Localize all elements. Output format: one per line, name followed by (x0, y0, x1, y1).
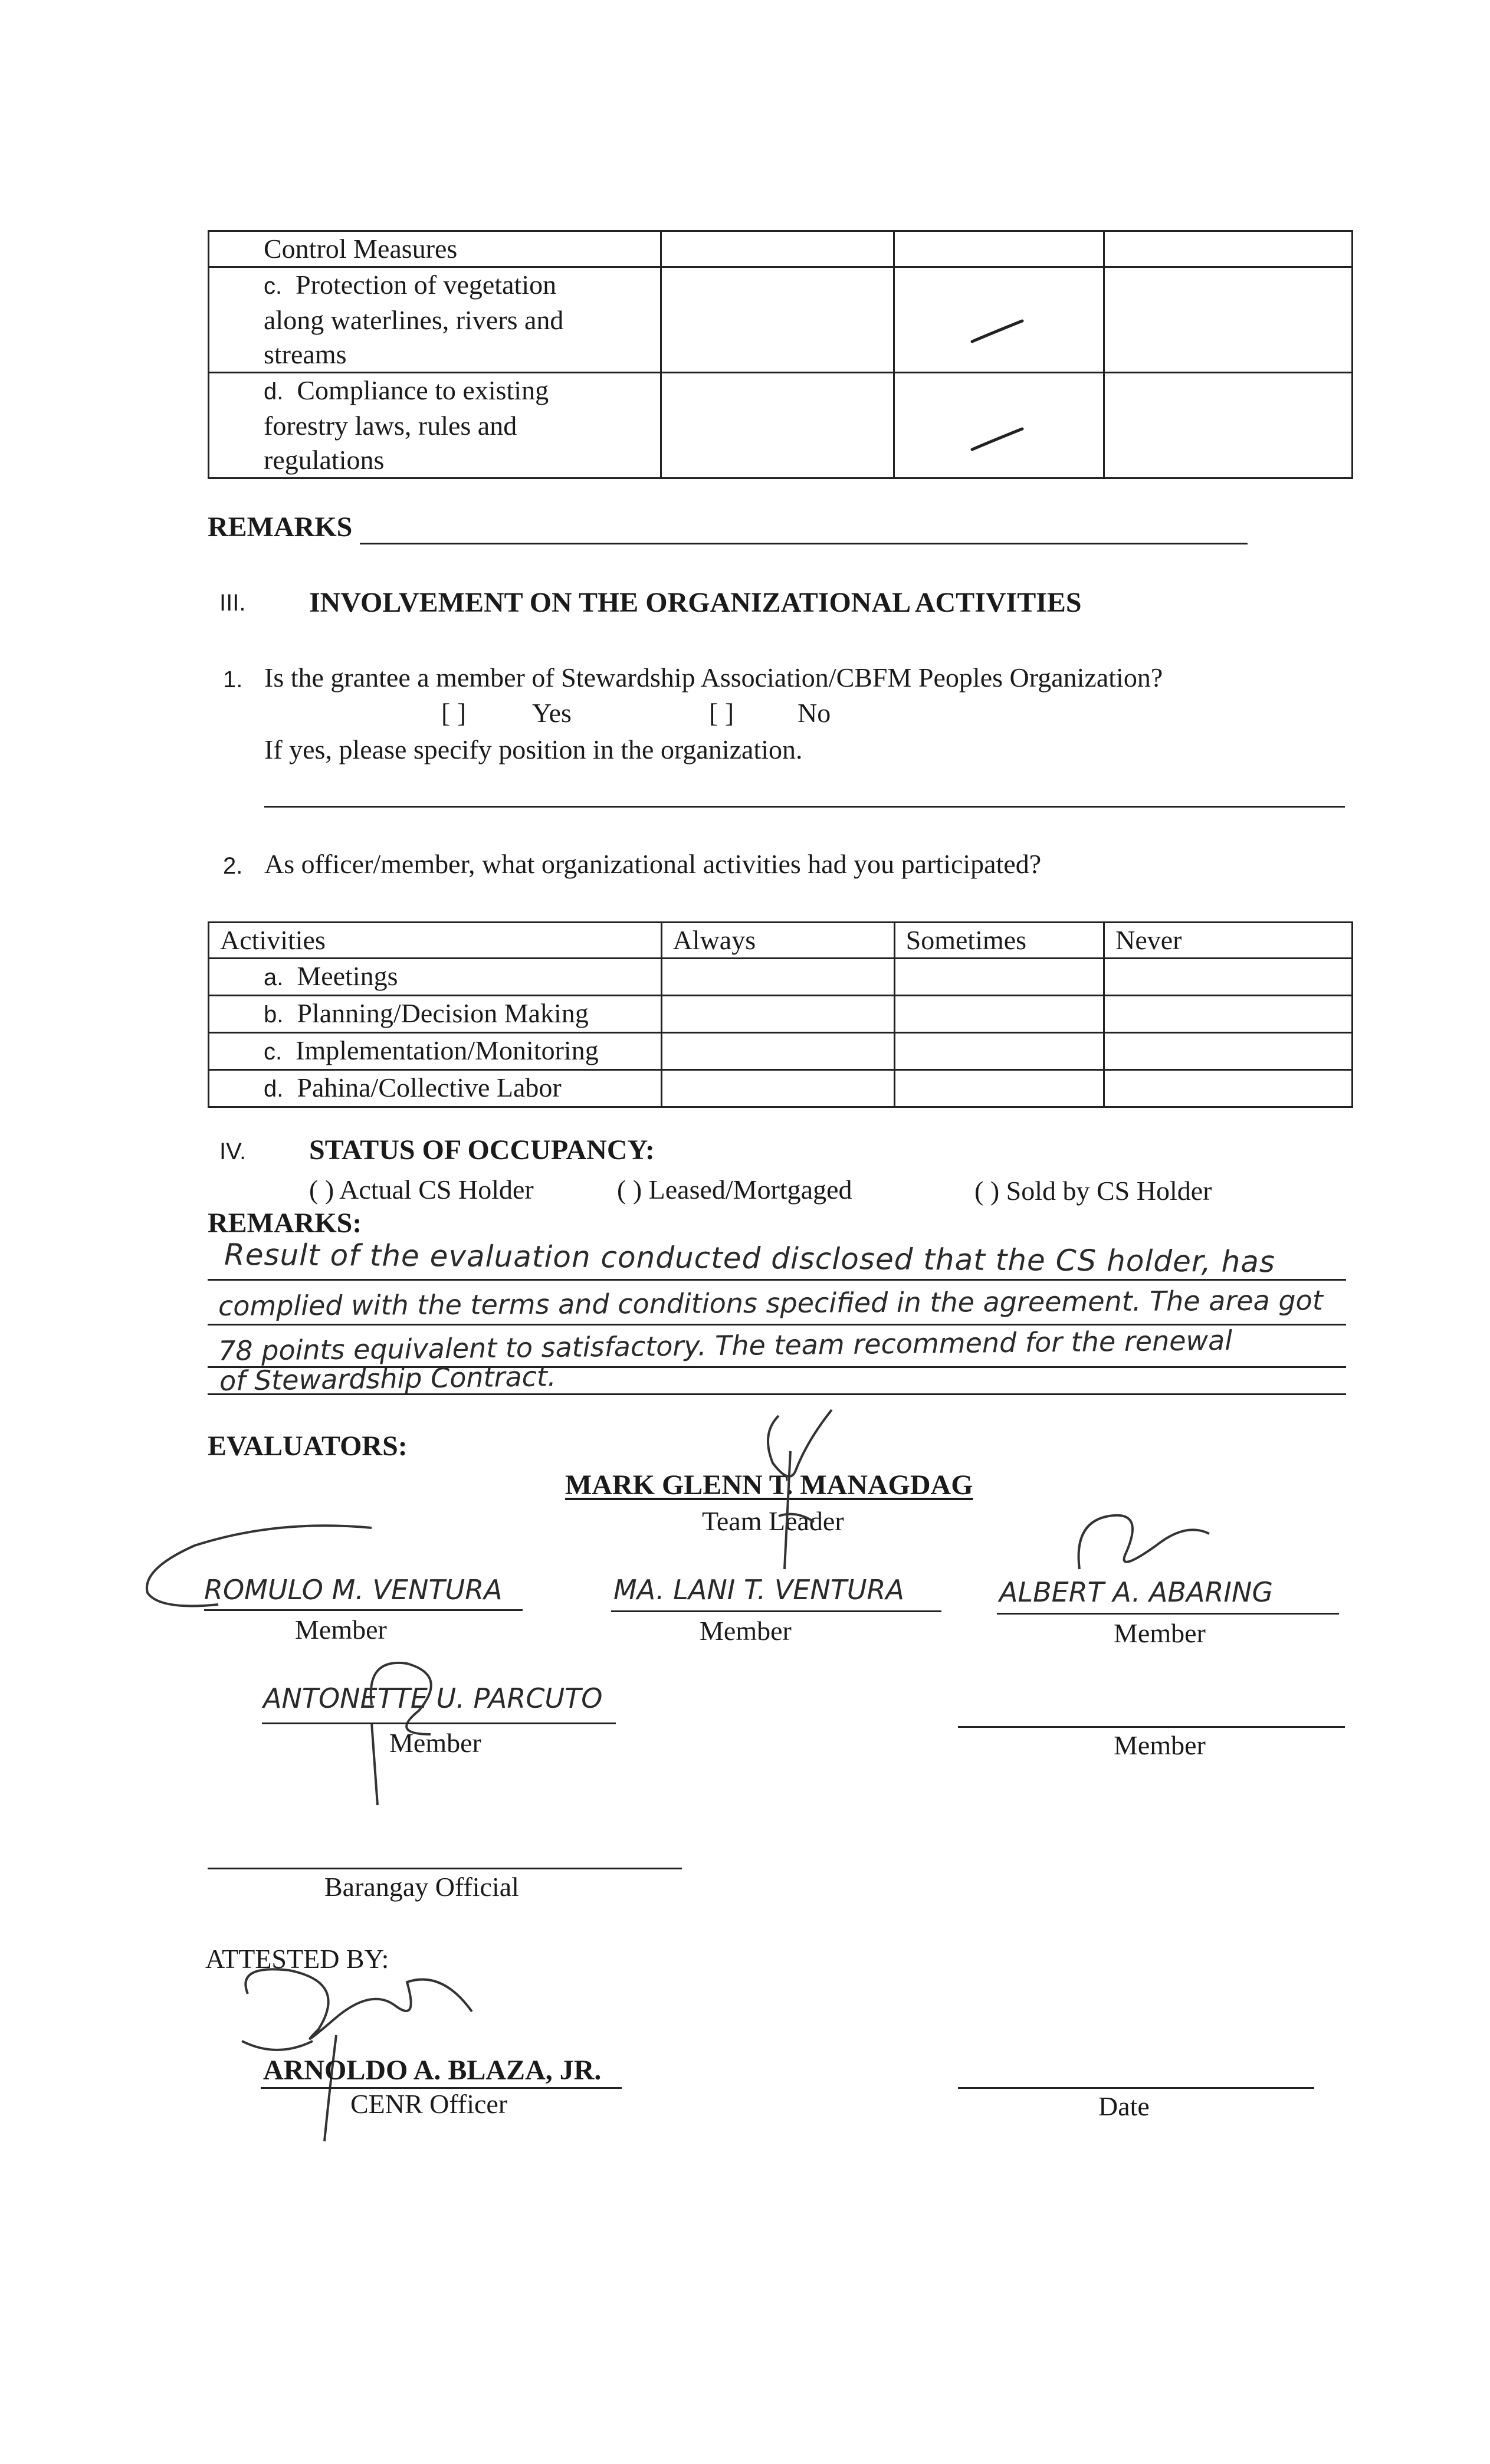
member-role: Member (295, 1615, 387, 1645)
team-leader-signature (743, 1398, 849, 1575)
section-title: INVOLVEMENT ON THE ORGANIZATIONAL ACTIVITIES (309, 587, 1082, 618)
team-leader-role: Team Leader (702, 1506, 844, 1536)
activities-table (208, 921, 1353, 1108)
signature-line (611, 1610, 941, 1612)
table-row-label: d. Pahina/Collective Labor (209, 1070, 662, 1107)
handwritten-remark: Result of the evaluation conducted disclosed that the CS holder, has (224, 1237, 1276, 1279)
table-cell[interactable] (661, 1070, 894, 1107)
member-signature: MA. LANI T. VENTURA (613, 1574, 904, 1606)
column-header: Never (1104, 923, 1353, 959)
table-cell[interactable] (1104, 1070, 1353, 1107)
section-numeral: III. (219, 590, 246, 616)
table-cell[interactable] (661, 996, 894, 1033)
question-text: As officer/member, what organizational activities had you participated? (264, 849, 1042, 879)
checkmark-icon (969, 315, 1028, 350)
cenr-officer-signature (218, 1947, 501, 2153)
table-cell[interactable] (894, 1070, 1104, 1107)
member-role: Member (1114, 1730, 1206, 1760)
question-number: 1. (223, 667, 243, 693)
remarks-line (360, 543, 1248, 544)
remarks-label: REMARKS: (208, 1208, 362, 1239)
table-cell: Control Measures (209, 231, 661, 267)
signature-line (997, 1613, 1339, 1615)
position-question: If yes, please specify position in the organization. (264, 734, 803, 765)
table-cell (1104, 267, 1352, 373)
position-line[interactable] (264, 806, 1345, 808)
table-cell (894, 267, 1104, 373)
member-signature: ANTONETTE U. PARCUTO (263, 1682, 603, 1714)
member-role: Member (700, 1616, 792, 1646)
team-leader-name: MARK GLENN T. MANAGDAG (565, 1469, 973, 1501)
checkmark-icon (969, 423, 1028, 458)
table-cell (894, 373, 1104, 478)
remarks-line (208, 1279, 1346, 1281)
handwritten-remark: of Stewardship Contract. (219, 1360, 557, 1397)
member-signature-stroke (130, 1516, 378, 1616)
question-text: Is the grantee a member of Stewardship Association/CBFM Peoples Organization? (264, 662, 1163, 693)
table-row-label: d. Compliance to existing forestry laws, rules and regulations (209, 373, 661, 478)
handwritten-remark: complied with the terms and conditions specified in the agreement. The area got (218, 1284, 1323, 1322)
table-cell[interactable] (661, 959, 894, 996)
date-label: Date (1098, 2091, 1150, 2121)
no-checkbox[interactable]: [ ] (709, 698, 734, 728)
question-number: 2. (223, 853, 243, 879)
date-line[interactable] (958, 2087, 1314, 2089)
table-cell[interactable] (1104, 996, 1353, 1033)
table-cell (894, 231, 1104, 267)
signature-line (262, 1722, 616, 1724)
handwritten-remark: 78 points equivalent to satisfactory. The team recommend for the renewal (218, 1324, 1233, 1367)
column-header: Activities (209, 923, 662, 959)
member-signature: ALBERT A. ABARING (999, 1576, 1274, 1608)
member-signature-stroke (1056, 1498, 1221, 1593)
member-role: Member (1114, 1618, 1206, 1648)
signature-line (958, 1726, 1345, 1728)
section-title: STATUS OF OCCUPANCY: (309, 1134, 655, 1166)
table-cell (661, 373, 894, 478)
attested-label: ATTESTED BY: (205, 1944, 389, 1974)
table-cell[interactable] (1104, 1033, 1353, 1070)
cenr-officer-role: CENR Officer (350, 2089, 508, 2119)
member-signature: ROMULO M. VENTURA (204, 1574, 503, 1606)
occupancy-option-sold[interactable]: ( ) Sold by CS Holder (974, 1176, 1212, 1206)
column-header: Always (661, 923, 894, 959)
signature-line (204, 1609, 523, 1611)
table-cell (1104, 373, 1352, 478)
yes-label: Yes (532, 698, 572, 728)
section-numeral: IV. (219, 1139, 247, 1164)
occupancy-option-actual[interactable]: ( ) Actual CS Holder (309, 1174, 534, 1205)
table-row-label: c. Protection of vegetation along waterlines, rivers and streams (209, 267, 661, 373)
barangay-official-role: Barangay Official (324, 1872, 519, 1902)
table-cell[interactable] (661, 1033, 894, 1070)
member-role: Member (389, 1728, 481, 1758)
table-row-label: b. Planning/Decision Making (209, 996, 662, 1033)
table-cell[interactable] (894, 959, 1104, 996)
yes-checkbox[interactable]: [ ] (441, 698, 467, 728)
occupancy-option-leased[interactable]: ( ) Leased/Mortgaged (617, 1174, 852, 1205)
control-measures-table (208, 230, 1353, 479)
remarks-label: REMARKS (208, 511, 353, 543)
column-header: Sometimes (894, 923, 1104, 959)
table-cell[interactable] (1104, 959, 1353, 996)
table-cell (661, 231, 894, 267)
table-cell (1104, 231, 1352, 267)
cenr-officer-name: ARNOLDO A. BLAZA, JR. (263, 2055, 602, 2086)
table-cell[interactable] (894, 1033, 1104, 1070)
table-row-label: c. Implementation/Monitoring (209, 1033, 662, 1070)
no-label: No (797, 698, 831, 728)
table-cell (661, 267, 894, 373)
evaluators-label: EVALUATORS: (208, 1431, 408, 1462)
table-cell[interactable] (894, 996, 1104, 1033)
signature-line (208, 1868, 682, 1869)
table-row-label: a. Meetings (209, 959, 662, 996)
